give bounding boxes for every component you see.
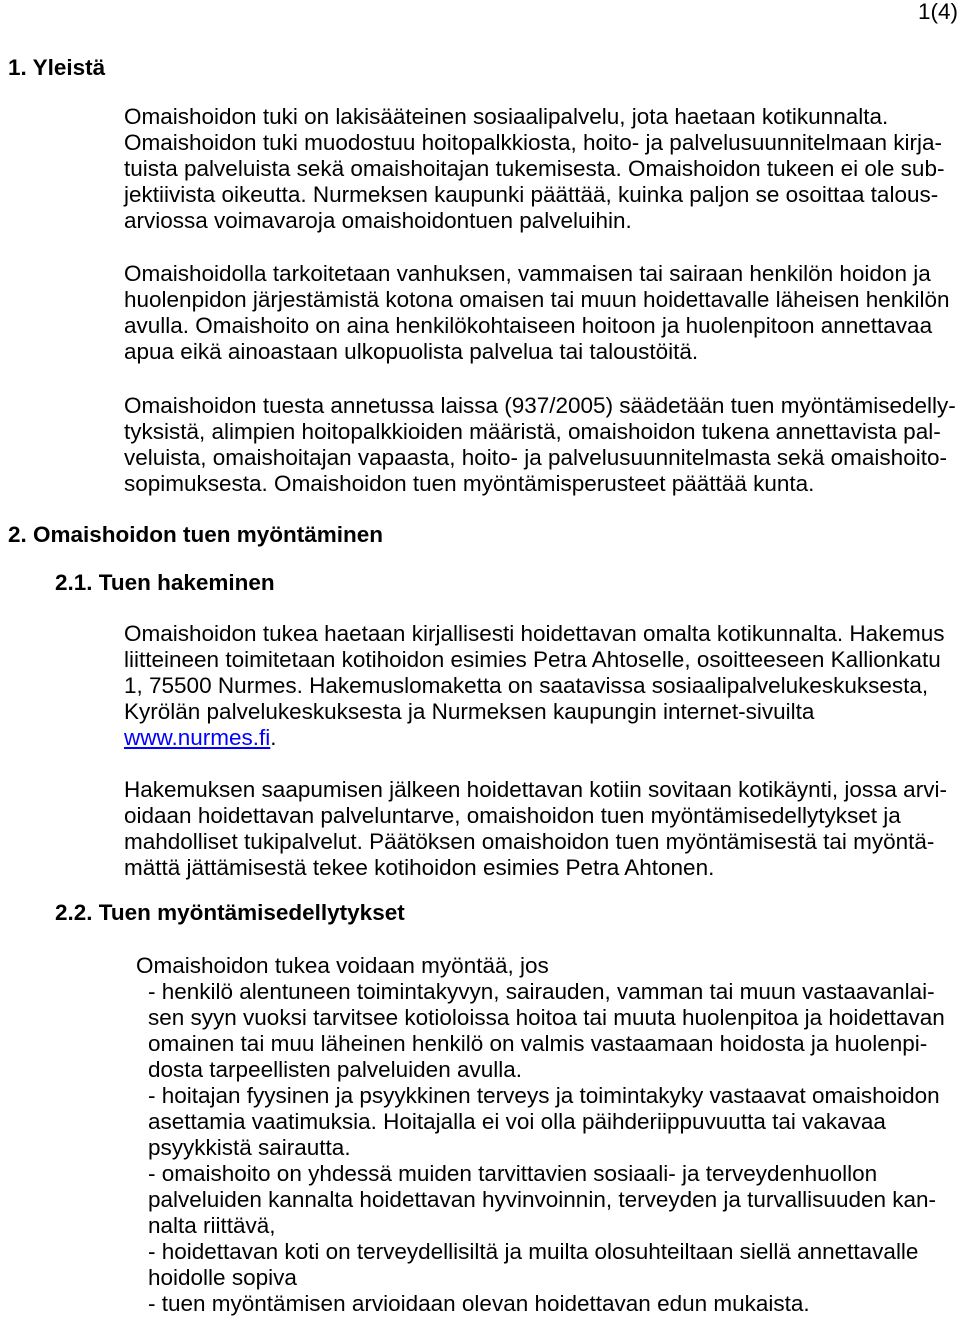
text-line: sen syyn vuoksi tarvitsee kotioloissa hoitoa tai muuta huolenpitoa ja hoidettavan [148,1005,945,1030]
text-line: tyksistä, alimpien hoitopalkkioiden määristä, omaishoidon tukena annettavista pal- [124,419,941,444]
text-line: - tuen myöntämisen arvioidaan olevan hoidettavan edun mukaista. [148,1291,810,1316]
text-line: - omaishoito on yhdessä muiden tarvittavien sosiaali- ja terveydenhuollon [148,1161,878,1186]
text-line: arviossa voimavaroja omaishoidontuen palveluihin. [124,208,632,233]
subsection-heading-2-2: 2.2. Tuen myöntämisedellytykset [55,900,405,925]
text-line: dosta tarpeellisten palveluiden avulla. [148,1057,522,1082]
section-heading-2: 2. Omaishoidon tuen myöntäminen [8,522,384,547]
text-line: oidaan hoidettavan palveluntarve, omaishoidon tuen myöntämisedellytykset ja [124,803,901,828]
criterion-item [148,1161,945,1239]
text-line: Omaishoidolla tarkoitetaan vanhuksen, vammaisen tai sairaan henkilön hoidon ja [124,261,931,286]
text-line: Omaishoidon tuesta annetussa laissa (937/2005) säädetään tuen myöntämisedelly- [124,393,956,418]
text-line: nalta riittävä, [148,1213,276,1238]
text-line: Omaishoidon tuki on lakisääteinen sosiaalipalvelu, jota haetaan kotikunnalta. [124,104,889,129]
text-line: veluista, omaishoitajan vapaasta, hoito- ja palvelusuunnitelmasta sekä omaishoito- [124,445,947,470]
text-line: - henkilö alentuneen toimintakyvyn, sairauden, vamman tai muun vastaavanlai- [148,979,935,1004]
criteria-intro: Omaishoidon tukea voidaan myöntää, jos [136,953,549,978]
section-heading-1: 1. Yleistä [8,55,106,80]
text-line: Kyrölän palvelukeskuksesta ja Nurmeksen kaupungin internet-sivuilta [124,699,815,724]
paragraph [124,777,947,881]
text-line: tuista palveluista sekä omaishoitajan tukemisesta. Omaishoidon tukeen ei ole sub- [124,156,945,181]
text-line: jektiivista oikeutta. Nurmeksen kaupunki päättää, kuinka paljon se osoittaa talous- [124,182,939,207]
page-number: 1(4) [918,0,959,24]
link-suffix: . [270,725,277,750]
paragraph [124,104,944,234]
paragraph [124,261,950,365]
text-line: liitteineen toimitetaan kotihoidon esimies Petra Ahtoselle, osoitteeseen Kallionkatu [124,647,941,672]
paragraph [124,621,944,751]
text-line: asettamia vaatimuksia. Hoitajalla ei voi olla päihderiippuvuutta tai vakavaa [148,1109,886,1134]
text-line: mättä jättämisestä tekee kotihoidon esimies Petra Ahtonen. [124,855,715,880]
text-line: 1, 75500 Nurmes. Hakemuslomaketta on saatavissa sosiaalipalvelukeskuksesta, [124,673,929,698]
text-line: omainen tai muu läheinen henkilö on valmis vastaamaan hoidosta ja huolenpi- [148,1031,928,1056]
text-line: psyykkistä sairautta. [148,1135,351,1160]
paragraph [124,393,956,497]
subsection-heading-2-1: 2.1. Tuen hakeminen [55,570,275,595]
text-line: avulla. Omaishoito on aina henkilökohtaiseen hoitoon ja huolenpitoon annettavaa [124,313,933,338]
text-line: - hoidettavan koti on terveydellisiltä ja muilta olosuhteiltaan siellä annettavalle [148,1239,919,1264]
text-line: hoidolle sopiva [148,1265,297,1290]
criterion-item [148,1239,945,1291]
criterion-item [148,979,945,1083]
website-link[interactable]: www.nurmes.fi [124,725,271,750]
text-line: - hoitajan fyysinen ja psyykkinen terveys ja toimintakyky vastaavat omaishoidon [148,1083,940,1108]
text-line: apua eikä ainoastaan ulkopuolista palvelua tai taloustöitä. [124,339,699,364]
text-line: Omaishoidon tuki muodostuu hoitopalkkiosta, hoito- ja palvelusuunnitelmaan kirja- [124,130,942,155]
text-line: Hakemuksen saapumisen jälkeen hoidettavan kotiin sovitaan kotikäynti, jossa arvi- [124,777,947,802]
text-line: Omaishoidon tukea haetaan kirjallisesti hoidettavan omalta kotikunnalta. Hakemus [124,621,945,646]
text-line: palveluiden kannalta hoidettavan hyvinvoinnin, terveyden ja turvallisuuden kan- [148,1187,937,1212]
criteria-list [148,979,945,1317]
criterion-item [148,1083,945,1161]
text-line: huolenpidon järjestämistä kotona omaisen tai muun hoidettavalle läheisen henkilön [124,287,950,312]
text-line: sopimuksesta. Omaishoidon tuen myöntämisperusteet päättää kunta. [124,471,815,496]
text-line: mahdolliset tukipalvelut. Päätöksen omaishoidon tuen myöntämisestä tai myöntä- [124,829,935,854]
criterion-item [148,1291,945,1317]
text-line [124,725,944,751]
